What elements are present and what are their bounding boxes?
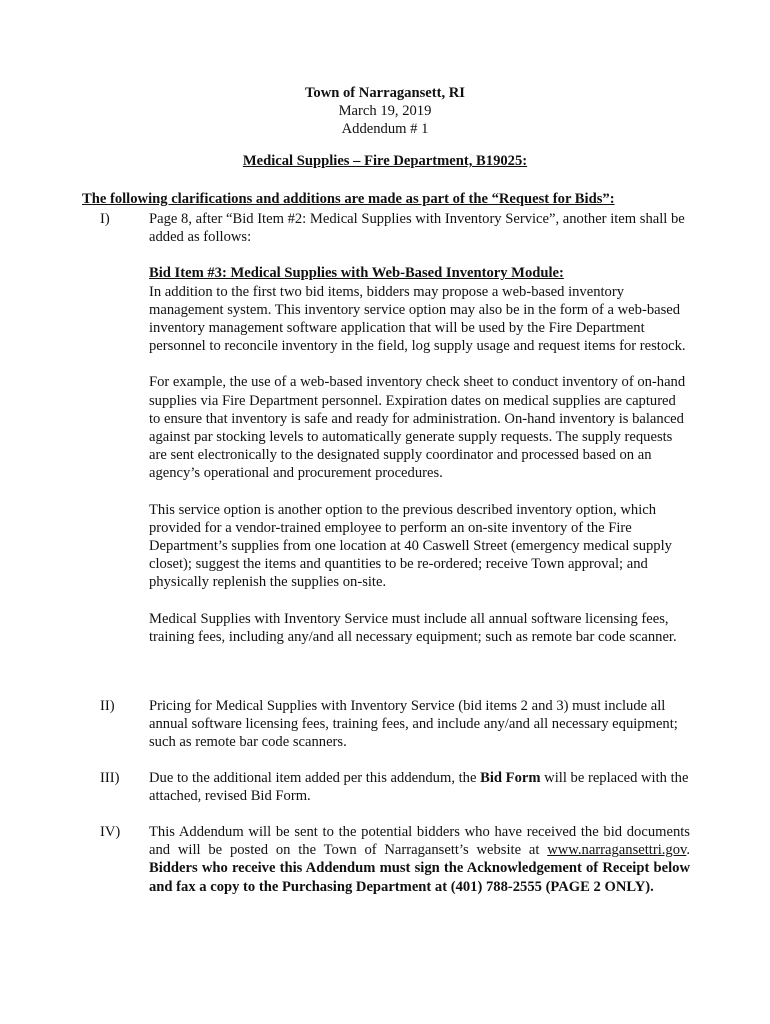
item-text: Page 8, after “Bid Item #2: Medical Supplies with Inventory Service”, another item shall be added as follows: xyxy=(149,211,685,246)
item-content xyxy=(149,769,690,805)
bid-item-title: Bid Item #3: Medical Supplies with Web-Based Inventory Module: xyxy=(149,265,564,282)
bid-item-paragraph-3: This service option is another option to the previous described inventory option, which provided for a vendor-trained employee to perform an on-site inventory of the Fire Department’s supplies from one location at 40 Caswell Street (emergency medical supply closet); suggest the items and quantities to be re-ordered; receive Town approval; and physically replenish the supplies on-site. xyxy=(149,501,672,591)
item-numeral: III) xyxy=(100,770,120,786)
bid-form-label: Bid Form xyxy=(480,770,541,786)
item-text xyxy=(149,823,690,896)
item-text-before: Due to the additional item added per this addendum, the xyxy=(149,770,481,786)
item-content xyxy=(149,210,690,646)
intro-heading: The following clarifications and additions are made as part of the “Request for Bids”: xyxy=(82,191,615,207)
item-text-after: . xyxy=(686,842,690,859)
item-text xyxy=(149,769,690,805)
addendum-number: Addendum # 1 xyxy=(341,121,429,138)
item-numeral: II) xyxy=(100,698,115,714)
item-numeral: IV) xyxy=(100,824,121,840)
website-link[interactable]: www.narragansettri.gov xyxy=(547,842,687,859)
item-content xyxy=(149,823,690,896)
bid-item-paragraph-2: For example, the use of a web-based inventory check sheet to conduct inventory of on-hand supplies via Fire Department personnel. Expiration dates on medical supplies are captured to ensure that inventory is safe and ready for administration. On-hand inventory is balanced against par stocking levels to automatically generate supply requests. The supply requests are sent electronically to the designated supply coordinator and processed based on an agency’s operational and procurement procedures. xyxy=(149,374,686,482)
item-text-after: will be replaced with the attached, revised Bid Form. xyxy=(149,770,689,805)
item-content xyxy=(149,697,690,752)
item-text: Pricing for Medical Supplies with Inventory Service (bid items 2 and 3) must include all annual software licensing fees, training fees, and include any/and all necessary equipment; such as remote bar code scanners. xyxy=(149,698,678,751)
document-header xyxy=(0,84,770,139)
item-numeral: I) xyxy=(100,211,110,227)
item-text-before: This Addendum will be sent to the potential bidders who have received the bid documents and will be posted on the Town of Narragansett’s website at xyxy=(149,824,690,859)
document-subject: Medical Supplies – Fire Department, B19025: xyxy=(242,153,528,169)
acknowledgement-instruction: Bidders who receive this Addendum must sign the Acknowledgement of Receipt below and fax a copy to the Purchasing Department at (401) 788-2555 (PAGE 2 ONLY). xyxy=(149,860,690,895)
document-date: March 19, 2019 xyxy=(338,103,432,120)
bid-item-paragraph-1: In addition to the first two bid items, bidders may propose a web-based inventory management system. This inventory service option may also be in the form of a web-based inventory management software application that will be used by the Fire Department personnel to reconcile inventory in the field, log supply usage and request items for restock. xyxy=(149,283,686,355)
town-name: Town of Narragansett, RI xyxy=(305,85,465,101)
bid-item-paragraph-4: Medical Supplies with Inventory Service must include all annual software licensing fees, training fees, including any/and all necessary equipment; such as remote bar code scanner. xyxy=(149,610,677,645)
